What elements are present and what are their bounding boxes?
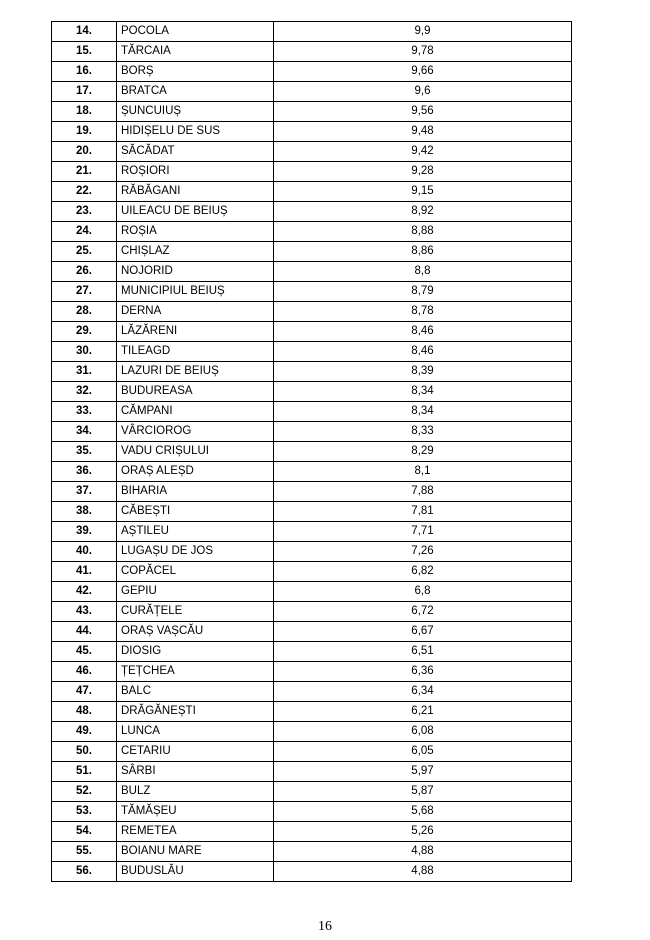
row-index-cell: 44. xyxy=(52,622,117,642)
table-row xyxy=(52,22,572,42)
table-row xyxy=(52,122,572,142)
locality-name-cell: CURĂȚELE xyxy=(117,602,274,622)
table-row xyxy=(52,382,572,402)
score-cell: 5,26 xyxy=(274,822,572,842)
row-index-cell: 41. xyxy=(52,562,117,582)
score-cell: 6,05 xyxy=(274,742,572,762)
score-cell: 8,29 xyxy=(274,442,572,462)
table-row xyxy=(52,762,572,782)
row-index-cell: 39. xyxy=(52,522,117,542)
locality-name-cell: ȘUNCUIUȘ xyxy=(117,102,274,122)
row-index-cell: 48. xyxy=(52,702,117,722)
table-row xyxy=(52,822,572,842)
table-row xyxy=(52,342,572,362)
locality-name-cell: TILEAGD xyxy=(117,342,274,362)
row-index-cell: 25. xyxy=(52,242,117,262)
locality-name-cell: SÂRBI xyxy=(117,762,274,782)
score-cell: 5,68 xyxy=(274,802,572,822)
table-row xyxy=(52,242,572,262)
locality-name-cell: DRĂGĂNEȘTI xyxy=(117,702,274,722)
table-row xyxy=(52,362,572,382)
table-row xyxy=(52,62,572,82)
table-row xyxy=(52,202,572,222)
table-row xyxy=(52,622,572,642)
score-cell: 6,8 xyxy=(274,582,572,602)
table-row xyxy=(52,262,572,282)
locality-name-cell: ORAȘ VAȘCĂU xyxy=(117,622,274,642)
row-index-cell: 36. xyxy=(52,462,117,482)
row-index-cell: 34. xyxy=(52,422,117,442)
locality-name-cell: GEPIU xyxy=(117,582,274,602)
ranking-table xyxy=(51,21,572,882)
locality-name-cell: TĂMĂȘEU xyxy=(117,802,274,822)
row-index-cell: 21. xyxy=(52,162,117,182)
score-cell: 9,66 xyxy=(274,62,572,82)
table-row xyxy=(52,502,572,522)
locality-name-cell: POCOLA xyxy=(117,22,274,42)
score-cell: 6,51 xyxy=(274,642,572,662)
row-index-cell: 22. xyxy=(52,182,117,202)
score-cell: 7,26 xyxy=(274,542,572,562)
score-cell: 6,34 xyxy=(274,682,572,702)
row-index-cell: 46. xyxy=(52,662,117,682)
row-index-cell: 55. xyxy=(52,842,117,862)
locality-name-cell: ȚEȚCHEA xyxy=(117,662,274,682)
row-index-cell: 27. xyxy=(52,282,117,302)
row-index-cell: 30. xyxy=(52,342,117,362)
table-row xyxy=(52,542,572,562)
row-index-cell: 28. xyxy=(52,302,117,322)
row-index-cell: 54. xyxy=(52,822,117,842)
locality-name-cell: COPĂCEL xyxy=(117,562,274,582)
score-cell: 8,33 xyxy=(274,422,572,442)
locality-name-cell: HIDIȘELU DE SUS xyxy=(117,122,274,142)
locality-name-cell: VADU CRIȘULUI xyxy=(117,442,274,462)
row-index-cell: 32. xyxy=(52,382,117,402)
row-index-cell: 29. xyxy=(52,322,117,342)
score-cell: 7,88 xyxy=(274,482,572,502)
table-row xyxy=(52,162,572,182)
locality-name-cell: DIOSIG xyxy=(117,642,274,662)
row-index-cell: 50. xyxy=(52,742,117,762)
table-row xyxy=(52,282,572,302)
table-row xyxy=(52,462,572,482)
score-cell: 9,48 xyxy=(274,122,572,142)
table-row xyxy=(52,862,572,882)
locality-name-cell: ROȘIA xyxy=(117,222,274,242)
score-cell: 8,46 xyxy=(274,342,572,362)
row-index-cell: 35. xyxy=(52,442,117,462)
table-row xyxy=(52,482,572,502)
score-cell: 9,15 xyxy=(274,182,572,202)
score-cell: 5,97 xyxy=(274,762,572,782)
table-row xyxy=(52,182,572,202)
score-cell: 6,36 xyxy=(274,662,572,682)
score-cell: 4,88 xyxy=(274,842,572,862)
score-cell: 9,78 xyxy=(274,42,572,62)
table-row xyxy=(52,322,572,342)
score-cell: 8,46 xyxy=(274,322,572,342)
score-cell: 8,34 xyxy=(274,402,572,422)
table-row xyxy=(52,802,572,822)
row-index-cell: 14. xyxy=(52,22,117,42)
locality-name-cell: VÂRCIOROG xyxy=(117,422,274,442)
score-cell: 5,87 xyxy=(274,782,572,802)
row-index-cell: 38. xyxy=(52,502,117,522)
score-cell: 6,72 xyxy=(274,602,572,622)
table-row xyxy=(52,442,572,462)
locality-name-cell: BULZ xyxy=(117,782,274,802)
locality-name-cell: REMETEA xyxy=(117,822,274,842)
row-index-cell: 53. xyxy=(52,802,117,822)
locality-name-cell: BIHARIA xyxy=(117,482,274,502)
page-number: 16 xyxy=(318,919,332,934)
score-cell: 8,92 xyxy=(274,202,572,222)
score-cell: 9,42 xyxy=(274,142,572,162)
ranking-table-body xyxy=(52,22,572,882)
table-row xyxy=(52,662,572,682)
table-row xyxy=(52,702,572,722)
row-index-cell: 49. xyxy=(52,722,117,742)
score-cell: 8,39 xyxy=(274,362,572,382)
row-index-cell: 24. xyxy=(52,222,117,242)
row-index-cell: 52. xyxy=(52,782,117,802)
table-row xyxy=(52,302,572,322)
row-index-cell: 19. xyxy=(52,122,117,142)
locality-name-cell: BRATCA xyxy=(117,82,274,102)
locality-name-cell: BALC xyxy=(117,682,274,702)
table-row xyxy=(52,842,572,862)
score-cell: 7,71 xyxy=(274,522,572,542)
table-row xyxy=(52,582,572,602)
table-row xyxy=(52,682,572,702)
locality-name-cell: ROȘIORI xyxy=(117,162,274,182)
score-cell: 6,21 xyxy=(274,702,572,722)
table-row xyxy=(52,522,572,542)
row-index-cell: 42. xyxy=(52,582,117,602)
score-cell: 4,88 xyxy=(274,862,572,882)
score-cell: 7,81 xyxy=(274,502,572,522)
locality-name-cell: LUNCA xyxy=(117,722,274,742)
locality-name-cell: BUDUREASA xyxy=(117,382,274,402)
locality-name-cell: RĂBĂGANI xyxy=(117,182,274,202)
table-row xyxy=(52,602,572,622)
table-row xyxy=(52,742,572,762)
score-cell: 9,56 xyxy=(274,102,572,122)
score-cell: 8,78 xyxy=(274,302,572,322)
table-row xyxy=(52,422,572,442)
locality-name-cell: CĂMPANI xyxy=(117,402,274,422)
row-index-cell: 40. xyxy=(52,542,117,562)
score-cell: 6,08 xyxy=(274,722,572,742)
locality-name-cell: MUNICIPIUL BEIUȘ xyxy=(117,282,274,302)
row-index-cell: 47. xyxy=(52,682,117,702)
locality-name-cell: TĂRCAIA xyxy=(117,42,274,62)
locality-name-cell: CĂBEȘTI xyxy=(117,502,274,522)
row-index-cell: 37. xyxy=(52,482,117,502)
locality-name-cell: BOIANU MARE xyxy=(117,842,274,862)
table-row xyxy=(52,782,572,802)
row-index-cell: 45. xyxy=(52,642,117,662)
table-row xyxy=(52,222,572,242)
score-cell: 8,88 xyxy=(274,222,572,242)
table-row xyxy=(52,102,572,122)
table-row xyxy=(52,82,572,102)
score-cell: 8,86 xyxy=(274,242,572,262)
locality-name-cell: LUGAȘU DE JOS xyxy=(117,542,274,562)
table-row xyxy=(52,402,572,422)
row-index-cell: 26. xyxy=(52,262,117,282)
score-cell: 8,1 xyxy=(274,462,572,482)
table-row xyxy=(52,642,572,662)
locality-name-cell: BORȘ xyxy=(117,62,274,82)
locality-name-cell: CHIȘLAZ xyxy=(117,242,274,262)
score-cell: 6,82 xyxy=(274,562,572,582)
locality-name-cell: DERNA xyxy=(117,302,274,322)
locality-name-cell: ORAȘ ALEȘD xyxy=(117,462,274,482)
table-row xyxy=(52,42,572,62)
score-cell: 9,28 xyxy=(274,162,572,182)
row-index-cell: 17. xyxy=(52,82,117,102)
row-index-cell: 31. xyxy=(52,362,117,382)
row-index-cell: 33. xyxy=(52,402,117,422)
row-index-cell: 43. xyxy=(52,602,117,622)
score-cell: 8,8 xyxy=(274,262,572,282)
locality-name-cell: LĂZĂRENI xyxy=(117,322,274,342)
locality-name-cell: BUDUSLĂU xyxy=(117,862,274,882)
locality-name-cell: AȘTILEU xyxy=(117,522,274,542)
locality-name-cell: CETARIU xyxy=(117,742,274,762)
row-index-cell: 16. xyxy=(52,62,117,82)
score-cell: 8,79 xyxy=(274,282,572,302)
table-row xyxy=(52,722,572,742)
locality-name-cell: UILEACU DE BEIUȘ xyxy=(117,202,274,222)
row-index-cell: 15. xyxy=(52,42,117,62)
table-row xyxy=(52,562,572,582)
row-index-cell: 51. xyxy=(52,762,117,782)
score-cell: 6,67 xyxy=(274,622,572,642)
row-index-cell: 56. xyxy=(52,862,117,882)
score-cell: 8,34 xyxy=(274,382,572,402)
row-index-cell: 23. xyxy=(52,202,117,222)
score-cell: 9,6 xyxy=(274,82,572,102)
score-cell: 9,9 xyxy=(274,22,572,42)
locality-name-cell: LAZURI DE BEIUȘ xyxy=(117,362,274,382)
row-index-cell: 18. xyxy=(52,102,117,122)
locality-name-cell: SĂCĂDAT xyxy=(117,142,274,162)
row-index-cell: 20. xyxy=(52,142,117,162)
locality-name-cell: NOJORID xyxy=(117,262,274,282)
table-row xyxy=(52,142,572,162)
